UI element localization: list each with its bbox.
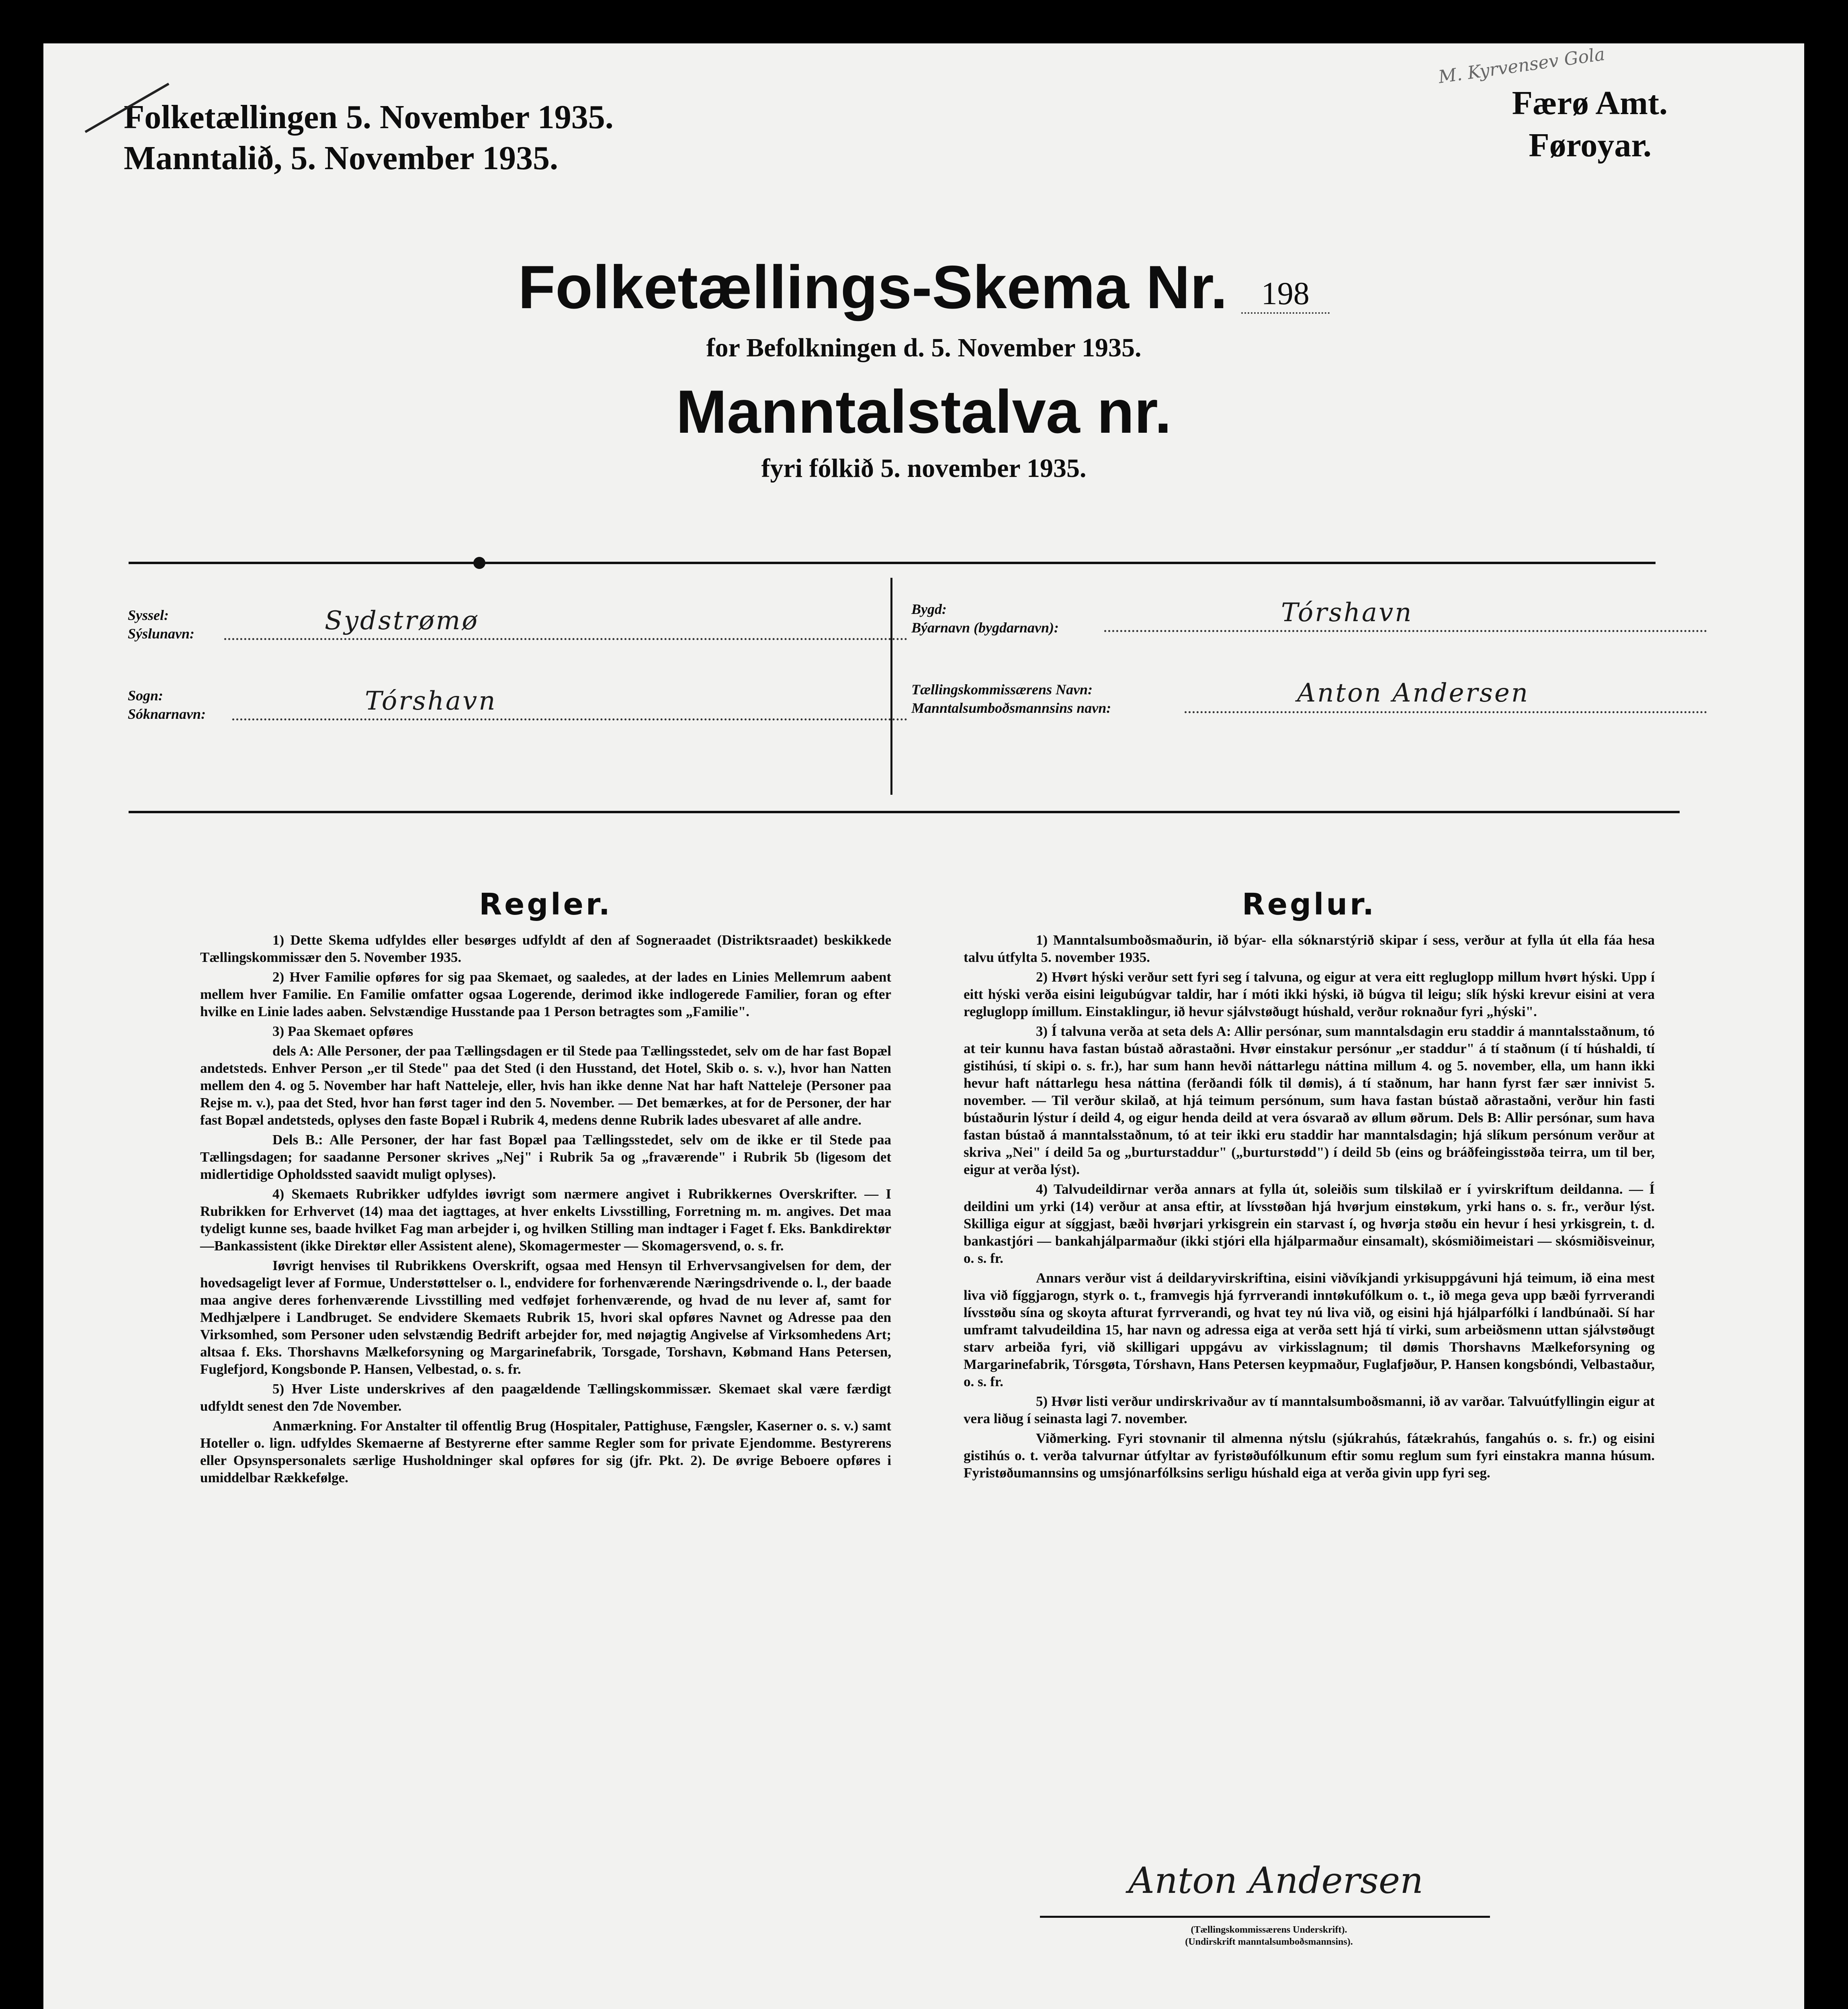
rules-danish-paragraph: dels A: Alle Personer, der paa Tællingsdagen er til Stede paa Tællingsstedet, selv om de har fast Bopæl andetsteds. Enhver Person „er til Stede" paa det Sted (i den Husstand, det Hotel, Skib o. s. v.), hvor han Natten mellem den 4. og 5. November har haft Natteleje, eller, hvis han ikke denne Nat har haft Natteleje (Personer paa Rejse m. v.), paa det Sted, hvor han først tager ind den 5. November. — Det bemærkes, at for de Personer, der har fast Bopæl andetsteds, oplyses den faste Bopæl i Rubrik 4, medens denne Rubrik lades ubesvaret af alle andre. xyxy=(200,1043,891,1128)
sogn-value: Tórshavn xyxy=(365,686,497,716)
form-subtitle-faroese: fyri fólkið 5. november 1935. xyxy=(761,454,1087,483)
sogn-label: Sogn: Sóknarnavn: xyxy=(128,687,206,722)
bygd-field-line xyxy=(1104,630,1707,632)
form-number: 198 xyxy=(1241,276,1330,314)
header-county-danish: Færø Amt. xyxy=(1512,84,1668,122)
header-danish-date: Folketællingen 5. November 1935. xyxy=(124,98,614,136)
rules-faroese-paragraph: 5) Hvør listi verður undirskrivaður av tí manntalsumboðsmanni, ið av varðar. Talvuútfyllingin eigur at vera liðug í seinasta lagi 7. november. xyxy=(964,1393,1655,1426)
rules-danish-paragraph: 3) Paa Skemaet opføres xyxy=(272,1023,413,1039)
sogn-field-line xyxy=(232,718,907,720)
syssel-field-line xyxy=(224,638,907,640)
rules-danish-paragraph: 2) Hver Familie opføres for sig paa Skemaet, og saaledes, at der lades en Linies Mellemrum aabent mellem hver Familie. En Familie omfatter ogsaa Logerende, derimod ikke indlogerede Familier, foran og efter hvilke en Linie lades aaben. Selvstændige Husstande paa 1 Person betragtes som „Familie". xyxy=(200,969,891,1019)
form-title xyxy=(43,252,1804,323)
header-county-faroese: Føroyar. xyxy=(1529,127,1652,164)
kommissaer-label: Tællingskommissærens Navn: Manntalsumboðsmannsins navn: xyxy=(911,681,1111,716)
field-column-divider xyxy=(890,578,892,795)
rules-danish-note: Anmærkning. For Anstalter til offentlig Brug (Hospitaler, Pattighuse, Fængsler, Kaserner o. s. v.) samt Hoteller o. lign. udfyldes Skemaerne af Bestyrerne efter samme Regler som for private Ejendomme. Bestyrerens eller Opsynspersonalets særlige Husholdninger skal opføres for sig (jfr. Pkt. 2). De øvrige Beboere opføres i umiddelbar Rækkefølge. xyxy=(200,1418,891,1485)
rules-danish-paragraph: Dels B.: Alle Personer, der har fast Bopæl paa Tællingsstedet, selv om de ikke er til Stede paa Tællingsdagen; for saadanne Personer skrives „Nej" i Rubrik 5a og „fraværende" i Rubrik 5b (ligesom det midlertidige Opholdssted saavidt muligt oplyses). xyxy=(200,1132,891,1182)
form-title-faroese: Manntalstalva nr. xyxy=(676,378,1172,446)
rules-faroese-paragraph: 2) Hvørt hýski verður sett fyri seg í talvuna, og eigur at vera eitt regluglopp millum hvørt hýski. Upp í eitt hýski verða eisini leigubúgvar taldir, har í móti ikki hýski, ið búgva til leigu; slík hýski krevur eisini at vera regluglopp ímillum. Einstaklingur, ið hevur sjálvstøðugt húshald, verður roknaður fyri „hýski". xyxy=(964,969,1655,1019)
census-form-page xyxy=(43,43,1804,2009)
rules-danish-heading: Regler. xyxy=(479,887,612,922)
syssel-label: Syssel: Sýslunavn: xyxy=(128,607,195,642)
bygd-value: Tórshavn xyxy=(1281,598,1413,628)
syssel-value: Sydstrømø xyxy=(325,606,479,636)
form-subtitle-danish: for Befolkningen d. 5. November 1935. xyxy=(706,333,1142,362)
kommissaer-field-line xyxy=(1185,711,1707,713)
rules-danish xyxy=(200,887,891,1489)
rules-faroese-note: Viðmerking. Fyri stovnanir til almenna nýtslu (sjúkrahús, fátækrahús, fangahús o. s. fr.) og eisini gistihús o. t. verða talvurnar útfyltar av fyristøðufólkunum eftir somu reglum sum fyri einstakra manna húsum. Fyristøðumannsins og umsjónarfólksins serligu húshald eiga at verða givin upp fyri seg. xyxy=(964,1430,1655,1481)
bygd-label: Bygd: Býarnavn (bygdarnavn): xyxy=(911,601,1059,636)
signature-line xyxy=(1040,1916,1490,1918)
header-faroese-date: Manntalið, 5. November 1935. xyxy=(124,139,559,177)
rules-faroese-paragraph: Annars verður vist á deildaryvirskriftina, eisini viðvíkjandi yrkisuppgávuni hjá teimum, ið eina mest liva við fíggjarogn, styrk o. t., framvegis hjá fyrrverandi inntøkufólkum o. t., ið mega geva upp bæði fyrrverandi lívsstøðu sína og skoyta afturat fyrrverandi, og hvat tey nú liva við, og eisini hjá hjálparfólki í landbúnaði. Sí har umframt talvudeildina 15, har navn og adressa eiga at verða sett hjá tí virki, sum arbeiðsmenn uttan sjálvstøðugt starv arbeiða fyri, við skilligari uppgávu av virkisslagnum; til dømis Thorshavns Mælkeforsyning og Margarinefabrik, Tórsgøta, Tórshavn, Hans Petersen keypmaður, Fuglafjøður, P. Hansen kongsbóndi, Velbastaður, o. s. fr. xyxy=(964,1270,1655,1389)
rules-danish-paragraph: 4) Skemaets Rubrikker udfyldes iøvrigt som nærmere angivet i Rubrikkernes Overskrifter. — I Rubrikken for Erhvervet (14) maa det iagttages, at hver enkelts Livsstilling, Forretning m. m. angives. Det maa tydeligt kunne ses, baade hvilket Fag man arbejder i, og hvilken Stilling man indtager i Faget f. Eks. Bankdirektør—Bankassistent (ikke Direktør eller Assistent alene), Skomagermester — Skomagersvend, o. s. fr. xyxy=(200,1186,891,1254)
kommissaer-value: Anton Andersen xyxy=(1297,678,1530,708)
rules-faroese-paragraph: 3) Í talvuna verða at seta dels A: Allir persónar, sum manntalsdagin eru staddir á manntalsstaðnum, tó at teir kunnu hava fastan bústað aðrastaðni. Hvør einstakur persónur „er staddur" á tí staðnum (í tí húshaldi, tí gistihúsi, tí skipi o. s. fr.), har sum hann hevði náttarlegu náttina millum 4. og 5. november, ella, um hann ikki hevur haft náttarlegu hesa náttina (ferðandi fólk til dømis), á tí staðnum, har hann fyrst fær sær innivist 5. november. — Til verður skilað, at hjá teimum persónum, sum hava fastan bústað aðrastaðni, verður hin fasti bústaðurin lýstur í deild 4, og eigur henda deild at vera ósvarað av øllum øðrum. Dels B: Allir persónar, sum hava fastan bústað á manntalsstaðnum, tó at teir ikki eru staddir har manntalsdagin; hjá slíkum persónum verður at skriva „Nei" í deild 5a og „burturstaddur" („burturstødd") í deild 5b (eins og bráðfeingisstøða teirra, um til ber, eigur at verða lýst). xyxy=(964,1023,1655,1177)
bottom-divider xyxy=(129,811,1680,813)
signature: Anton Andersen xyxy=(1128,1860,1424,1902)
divider-dot xyxy=(473,557,485,569)
rules-faroese-heading: Reglur. xyxy=(1242,887,1377,922)
rules-danish-paragraph: Iøvrigt henvises til Rubrikkens Overskrift, ogsaa med Hensyn til Erhvervsangivelsen for dem, der hovedsageligt lever af Formue, Understøttelser o. l., endvidere for forhenværende Næringsdrivende o. l., der baade maa angive deres forhenværende Livsstilling med vedføjet forhenværende, og hvad de nu lever af, samt for Medhjælpere i Landbruget. Se endvidere Skemaets Rubrik 15, hvori skal opføres Navnet og Adresse paa den Virksomhed, som Personer uden selvstændig Bedrift arbejder for, med nøjagtig Angivelse af Virksomhedens Art; altsaa f. Eks. Thorshavns Mælkeforsyning og Margarinefabrik, Torsgade, Torshavn, Købmand Hans Petersen, Fuglefjord, Kongsbonde P. Hansen, Velbestad, o. s. fr. xyxy=(200,1258,891,1377)
rules-faroese-paragraph: 1) Manntalsumboðsmaðurin, ið býar- ella sóknarstýrið skipar í sess, verður at fylla út ella fáa hesa talvu útfylta 5. november 1935. xyxy=(964,932,1655,965)
rules-danish-paragraph: 1) Dette Skema udfyldes eller besørges udfyldt af den af Sogneraadet (Distriktsraadet) beskikkede Tællingskommissær den 5. November 1935. xyxy=(200,932,891,965)
top-divider xyxy=(129,562,1656,564)
signature-caption: (Tællingskommissærens Underskrift). (Undirskrift manntalsumboðsmannsins). xyxy=(1185,1925,1353,1947)
corner-pencil-note: M. Kyrvensev Gola xyxy=(1437,44,1607,88)
rules-faroese-paragraph: 4) Talvudeildirnar verða annars at fylla út, soleiðis sum tilskilað er í yvirskriftum deildanna. — Í deildini um yrki (14) verður at ansa eftir, at lívsstøðan hjá hvørjum einstøkum, yrki hans o. s. fr., verður lýst. Skilliga eigur at síggjast, bæði hvørjari yrkisgrein ein starvast í, og hvørja støðu ein hevur í hesi yrkisgrein, t. d. bankastjóri — bankahjálparmaður (ikki stjóri ella hjálparmaður einsamalt), skósmiðimeistari — skósmiðisveinur, o. s. fr. xyxy=(964,1181,1655,1266)
rules-faroese xyxy=(964,887,1655,1484)
form-title-text: Folketællings-Skema Nr. xyxy=(518,253,1228,321)
rules-danish-paragraph: 5) Hver Liste underskrives af den paagældende Tællingskommissær. Skemaet skal være færdigt udfyldt senest den 7de November. xyxy=(200,1381,891,1414)
